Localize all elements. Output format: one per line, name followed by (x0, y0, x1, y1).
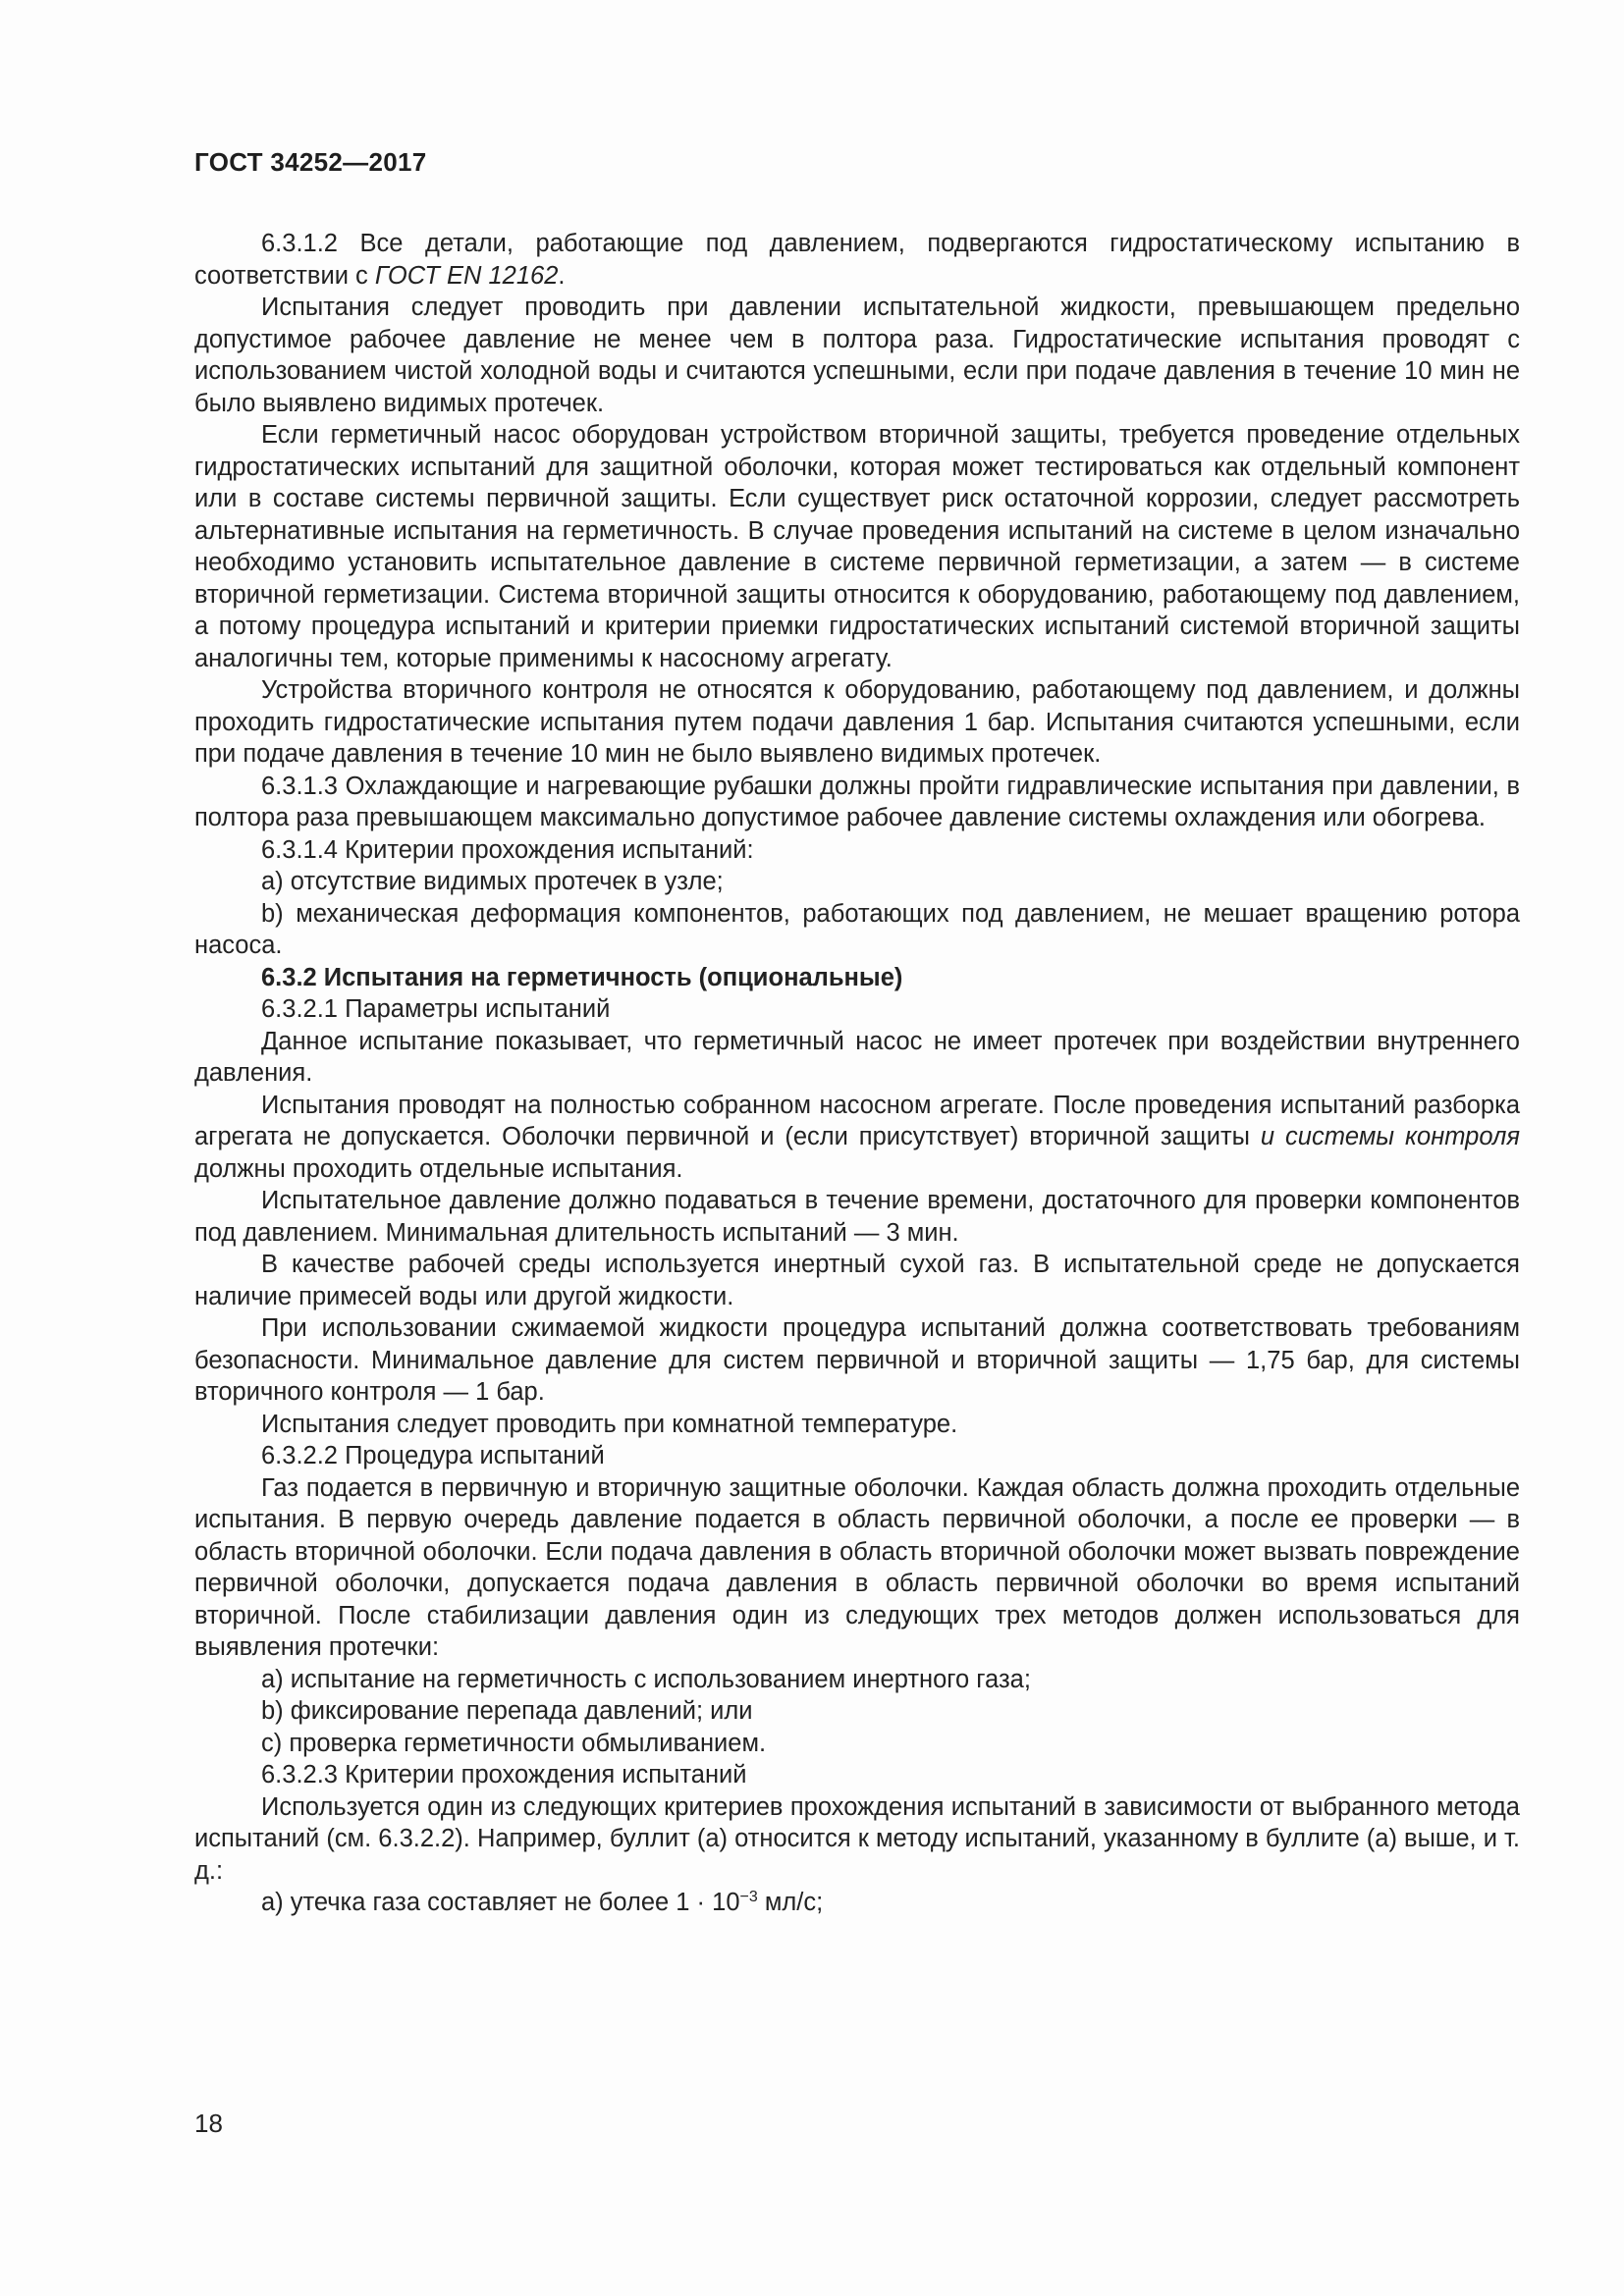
list-item: a) испытание на герметичность с использованием инертного газа; (261, 1665, 1031, 1693)
paragraph: Устройства вторичного контроля не относятся к оборудованию, работающему под давлением, и должны проходить гидростатические испытания путем подачи давления 1 бар. Испытания считаются успешными, если при подаче давления в течение 10 мин не было выявлено видимых протечек. (194, 676, 1520, 768)
subsection-heading: 6.3.2.1 Параметры испытаний (261, 995, 611, 1023)
paragraph: Если герметичный насос оборудован устройством вторичной защиты, требуется проведение отдельных гидростатических испытаний для защитной оболочки, которая может тестироваться как отдельный компонент или в составе системы первичной защиты. Если существует риск остаточной коррозии, следует рассмотреть альтернативные испытания на герметичность. В случае проведения испытаний на системе в целом изначально необходимо установить испытательное давление в системе первичной герметизации, а затем — в системе вторичной герметизации. Система вторичной защиты относится к оборудованию, работающему под давлением, а потому процедура испытаний и критерии приемки гидростатических испытаний системой вторичной защиты аналогичны тем, которые применимы к насосному агрегату. (194, 421, 1520, 672)
standard-reference: ГОСТ EN 12162 (374, 261, 559, 290)
paragraph: В качестве рабочей среды используется инертный сухой газ. В испытательной среде не допускается наличие примесей воды или другой жидкости. (194, 1251, 1520, 1310)
paragraph: 6.3.1.2 Все детали, работающие под давлением, подвергаются гидростатическому испытанию в соответствии с ГОСТ EN 12162. (194, 230, 1520, 290)
paragraph: При использовании сжимаемой жидкости процедура испытаний должна соответствовать требованиям безопасности. Минимальное давление для систем первичной и вторичной защиты — 1,75 бар, для системы вторичного контроля — 1 бар. (194, 1314, 1520, 1406)
standard-header: ГОСТ 34252—2017 (194, 147, 427, 177)
paragraph: Используется один из следующих критериев прохождения испытаний в зависимости от выбранного метода испытаний (см. 6.3.2.2). Например, буллит (а) относится к методу испытаний, указанному в буллите (а) выше, и т. д.: (194, 1792, 1520, 1885)
section-heading: 6.3.2 Испытания на герметичность (опциональные) (261, 963, 903, 991)
paragraph: Газ подается в первичную и вторичную защитные оболочки. Каждая область должна проходить отдельные испытания. В первую очередь давление подается в область первичной оболочки, а после ее проверки — в область вторичной оболочки. Если подача давления в область вторичной оболочки может вызвать повреждение первичной оболочки, допускается подача давления в область первичной оболочки во время испытаний вторичной. После стабилизации давления один из следующих трех методов должен использоваться для выявления протечки: (194, 1473, 1520, 1661)
list-item: a) утечка газа составляет не более $1 \cdot 10^{-3}$ мл/с; (261, 1889, 824, 1916)
paragraph: Данное испытание показывает, что герметичный насос не имеет протечек при воздействии внутреннего давления. (194, 1027, 1520, 1087)
exponent: −3 (739, 1889, 758, 1905)
clause-number: 6.3.1.2 (261, 230, 338, 257)
list-item: c) проверка герметичности обмыливанием. (261, 1729, 767, 1757)
paragraph: Испытательное давление должно подаваться в течение времени, достаточного для проверки компонентов под давлением. Минимальная длительность испытаний — 3 мин. (194, 1187, 1520, 1247)
list-item: a) отсутствие видимых протечек в узле; (261, 868, 724, 895)
paragraph: 6.3.1.3 Охлаждающие и нагревающие рубашки должны пройти гидравлические испытания при давлении, в полтора раза превышающем максимально допустимое рабочее давление системы охлаждения или обогрева. (194, 772, 1520, 831)
paragraph: Испытания следует проводить при комнатной температуре. (261, 1410, 958, 1438)
paragraph: Испытания следует проводить при давлении испытательной жидкости, превышающем предельно допустимое рабочее давление не менее чем в полтора раза. Гидростатические испытания проводят с использованием чистой холодной воды и считаются успешными, если при подаче давления в течение 10 мин не было выявлено видимых протечек. (194, 294, 1520, 417)
list-item: b) механическая деформация компонентов, работающих под давлением, не мешает вращению ротора насоса. (194, 899, 1520, 959)
list-item: b) фиксирование перепада давлений; или (261, 1697, 753, 1725)
page-number: 18 (194, 2109, 223, 2138)
paragraph: 6.3.1.4 Критерии прохождения испытаний: (261, 835, 754, 864)
paragraph: Испытания проводят на полностью собранном насосном агрегате. После проведения испытаний разборка агрегата не допускается. Оболочки первичной и (если присутствует) вторичной защиты и системы контроля должны проходить отдельные испытания. (194, 1091, 1520, 1183)
document-body (194, 228, 1520, 1919)
subsection-heading: 6.3.2.2 Процедура испытаний (261, 1442, 605, 1469)
subsection-heading: 6.3.2.3 Критерии прохождения испытаний (261, 1761, 747, 1789)
